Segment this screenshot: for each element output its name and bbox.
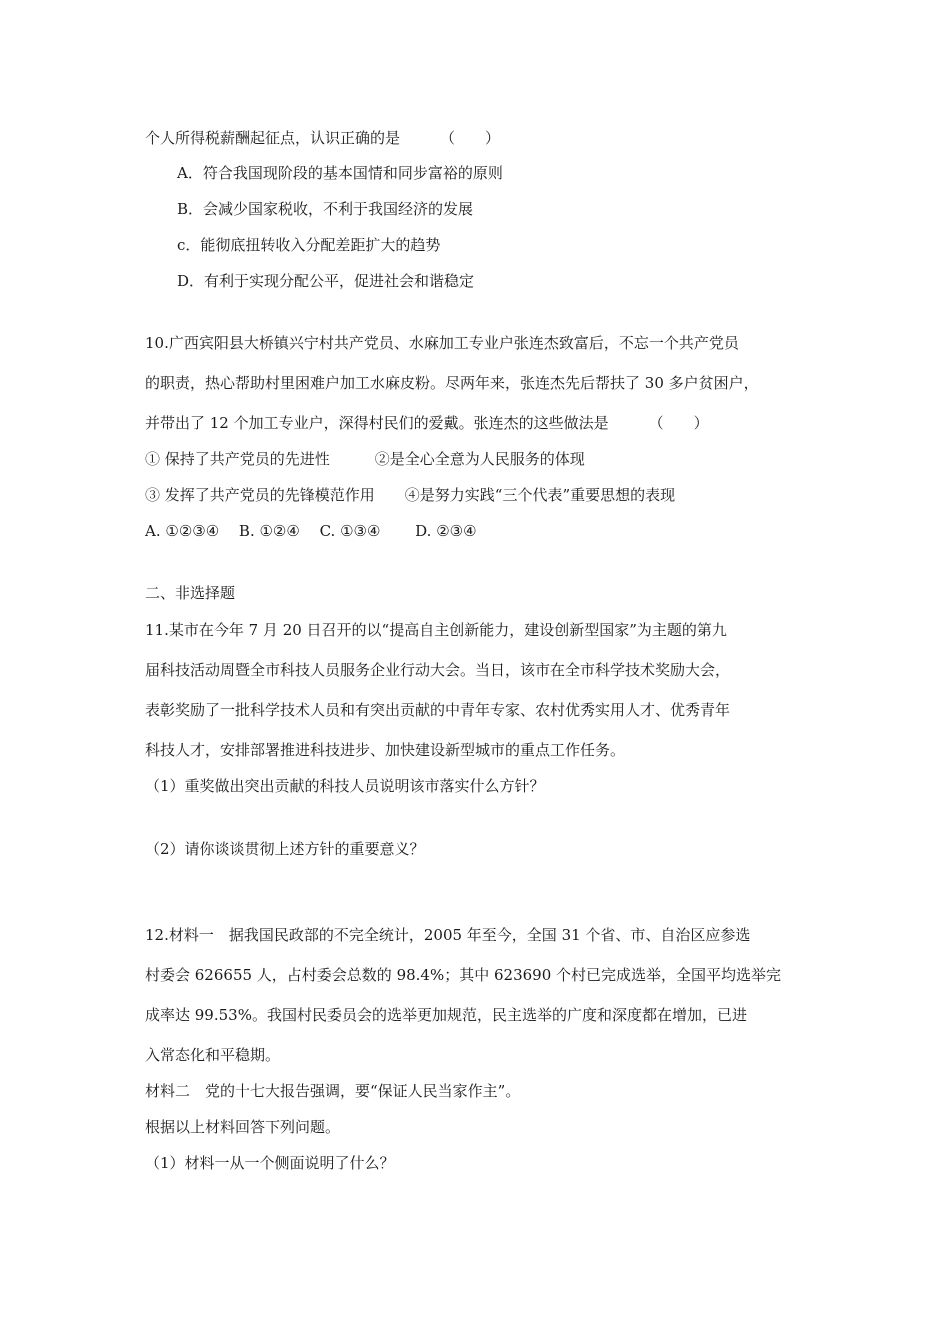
q10-line-2: 的职责，热心帮助村里困难户加工水麻皮粉。尽两年来，张连杰先后帮扶了 30 多户贫困户，: [145, 374, 759, 392]
q11-line-2: 届科技活动周暨全市科技人员服务企业行动大会。当日，该市在全市科学技术奖励大会，: [145, 661, 731, 679]
q9-option-d: D．有利于实现分配公平，促进社会和谐稳定: [177, 272, 475, 290]
q12-line-3: 成率达 99.53%。我国村民委员会的选举更加规范，民主选举的广度和深度都在增加，已进: [145, 1006, 747, 1024]
q9-option-c: c．能彻底扭转收入分配差距扩大的趋势: [177, 236, 441, 254]
q12-instruction: 根据以上材料回答下列问题。: [145, 1118, 341, 1136]
q9-stem: 个人所得税薪酬起征点，认识正确的是 （ ）: [145, 129, 501, 147]
q9-option-b: B．会减少国家税收，不利于我国经济的发展: [177, 200, 474, 218]
q10-line-1: 10.广西宾阳县大桥镇兴宁村共产党员、水麻加工专业户张连杰致富后，不忘一个共产党员: [145, 334, 739, 352]
q10-answer-paren: （ ）: [648, 414, 709, 432]
q10-line-3: 并带出了 12 个加工专业户，深得村民们的爱戴。张连杰的这些做法是 （ ）: [145, 414, 709, 432]
q12-line-1: 12.材料一 据我国民政部的不完全统计，2005 年至今，全国 31 个省、市、自治区应参选: [145, 926, 751, 944]
q11-line-1: 11.某市在今年 7 月 20 日召开的以“提高自主创新能力，建设创新型国家”为主题的第九: [145, 621, 727, 639]
q11-line-4: 科技人才，安排部署推进科技进步、加快建设新型城市的重点工作任务。: [145, 741, 626, 759]
q12-line-4: 入常态化和平稳期。: [145, 1046, 281, 1064]
q10-choices: A. ①②③④ B. ①②④ C. ①③④ D. ②③④: [145, 522, 477, 540]
q12-line-2: 村委会 626655 人，占村委会总数的 98.4%；其中 623690 个村已完成选举，全国平均选举完: [145, 966, 782, 984]
q12-sub-question-1: （1）材料一从一个侧面说明了什么？: [145, 1154, 395, 1172]
q11-sub-question-2: （2）请你谈谈贯彻上述方针的重要意义？: [145, 840, 425, 858]
q10-statements-1: ① 保持了共产党员的先进性 ②是全心全意为人民服务的体现: [145, 450, 585, 468]
q9-option-a: A．符合我国现阶段的基本国情和同步富裕的原则: [177, 164, 503, 182]
q10-statements-2: ③ 发挥了共产党员的先锋模范作用 ④是努力实践“三个代表”重要思想的表现: [145, 486, 676, 504]
q12-material-2: 材料二 党的十七大报告强调，要“保证人民当家作主”。: [145, 1082, 521, 1100]
q11-sub-question-1: （1）重奖做出突出贡献的科技人员说明该市落实什么方针？: [145, 777, 545, 795]
section-title: 二、非选择题: [145, 584, 236, 602]
q9-answer-paren: （ ）: [440, 129, 501, 147]
q11-line-3: 表彰奖励了一批科学技术人员和有突出贡献的中青年专家、农村优秀实用人才、优秀青年: [145, 701, 731, 719]
